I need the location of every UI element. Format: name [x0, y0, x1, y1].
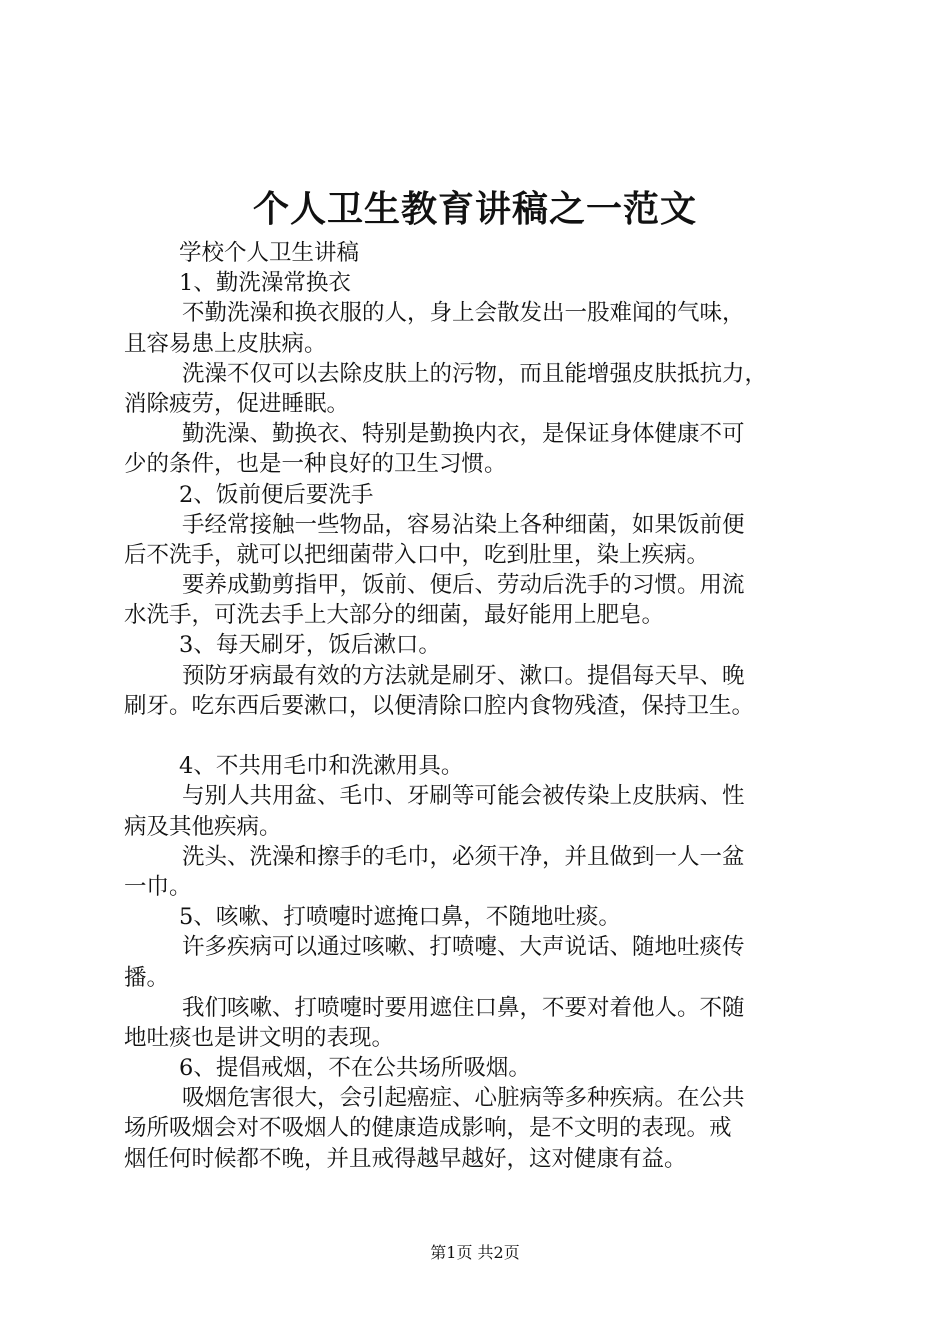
text-line: 洗头、洗澡和擦手的毛巾，必须干净，并且做到一人一盆	[182, 843, 745, 870]
text-line: 少的条件，也是一种良好的卫生习惯。	[124, 451, 507, 478]
text-line: 3、每天刷牙，饭后漱口。	[179, 632, 441, 659]
text-line: 刷牙。吃东西后要漱口，以便清除口腔内食物残渣，保持卫生。	[124, 692, 755, 719]
page-footer: 第1页 共2页	[430, 1243, 520, 1262]
text-line: 后不洗手，就可以把细菌带入口中，吃到肚里，染上疾病。	[124, 541, 710, 568]
text-line: 与别人共用盆、毛巾、牙刷等可能会被传染上皮肤病、性	[182, 783, 745, 810]
text-line: 水洗手，可洗去手上大部分的细菌，最好能用上肥皂。	[124, 602, 665, 629]
text-line: 我们咳嗽、打喷嚏时要用遮住口鼻，不要对着他人。不随	[182, 994, 745, 1021]
text-line: 吸烟危害很大，会引起癌症、心脏病等多种疾病。在公共	[182, 1085, 745, 1112]
text-line: 2、饭前便后要洗手	[179, 481, 374, 508]
text-line: 4、不共用毛巾和洗漱用具。	[179, 753, 464, 780]
document-body	[124, 238, 834, 1174]
text-line: 地吐痰也是讲文明的表现。	[124, 1024, 395, 1051]
text-line: 洗澡不仅可以去除皮肤上的污物，而且能增强皮肤抵抗力，	[182, 360, 768, 387]
text-line: 学校个人卫生讲稿	[179, 240, 360, 266]
text-line: 消除疲劳，促进睡眠。	[124, 390, 350, 417]
text-line: 许多疾病可以通过咳嗽、打喷嚏、大声说话、随地吐痰传	[182, 934, 745, 961]
text-line: 手经常接触一些物品，容易沾染上各种细菌，如果饭前便	[182, 511, 745, 538]
text-line: 勤洗澡、勤换衣、特别是勤换内衣，是保证身体健康不可	[182, 421, 745, 448]
document-title: 个人卫生教育讲稿之一范文	[252, 188, 697, 230]
text-line: 1、勤洗澡常换衣	[179, 270, 351, 297]
text-line: 一巾。	[124, 873, 192, 900]
text-line: 烟任何时候都不晚，并且戒得越早越好，这对健康有益。	[124, 1145, 687, 1172]
text-line: 要养成勤剪指甲，饭前、便后、劳动后洗手的习惯。用流	[182, 572, 745, 599]
text-line: 且容易患上皮肤病。	[124, 330, 327, 357]
text-line: 播。	[124, 964, 170, 991]
text-line: 6、提倡戒烟，不在公共场所吸烟。	[179, 1055, 531, 1082]
text-line: 不勤洗澡和换衣服的人，身上会散发出一股难闻的气味，	[182, 300, 745, 327]
text-line: 预防牙病最有效的方法就是刷牙、漱口。提倡每天早、晚	[182, 662, 745, 689]
text-line: 5、咳嗽、打喷嚏时遮掩口鼻，不随地吐痰。	[179, 904, 621, 931]
blank-line	[124, 721, 834, 751]
text-line: 病及其他疾病。	[124, 813, 282, 840]
text-line: 场所吸烟会对不吸烟人的健康造成影响，是不文明的表现。戒	[124, 1115, 732, 1142]
